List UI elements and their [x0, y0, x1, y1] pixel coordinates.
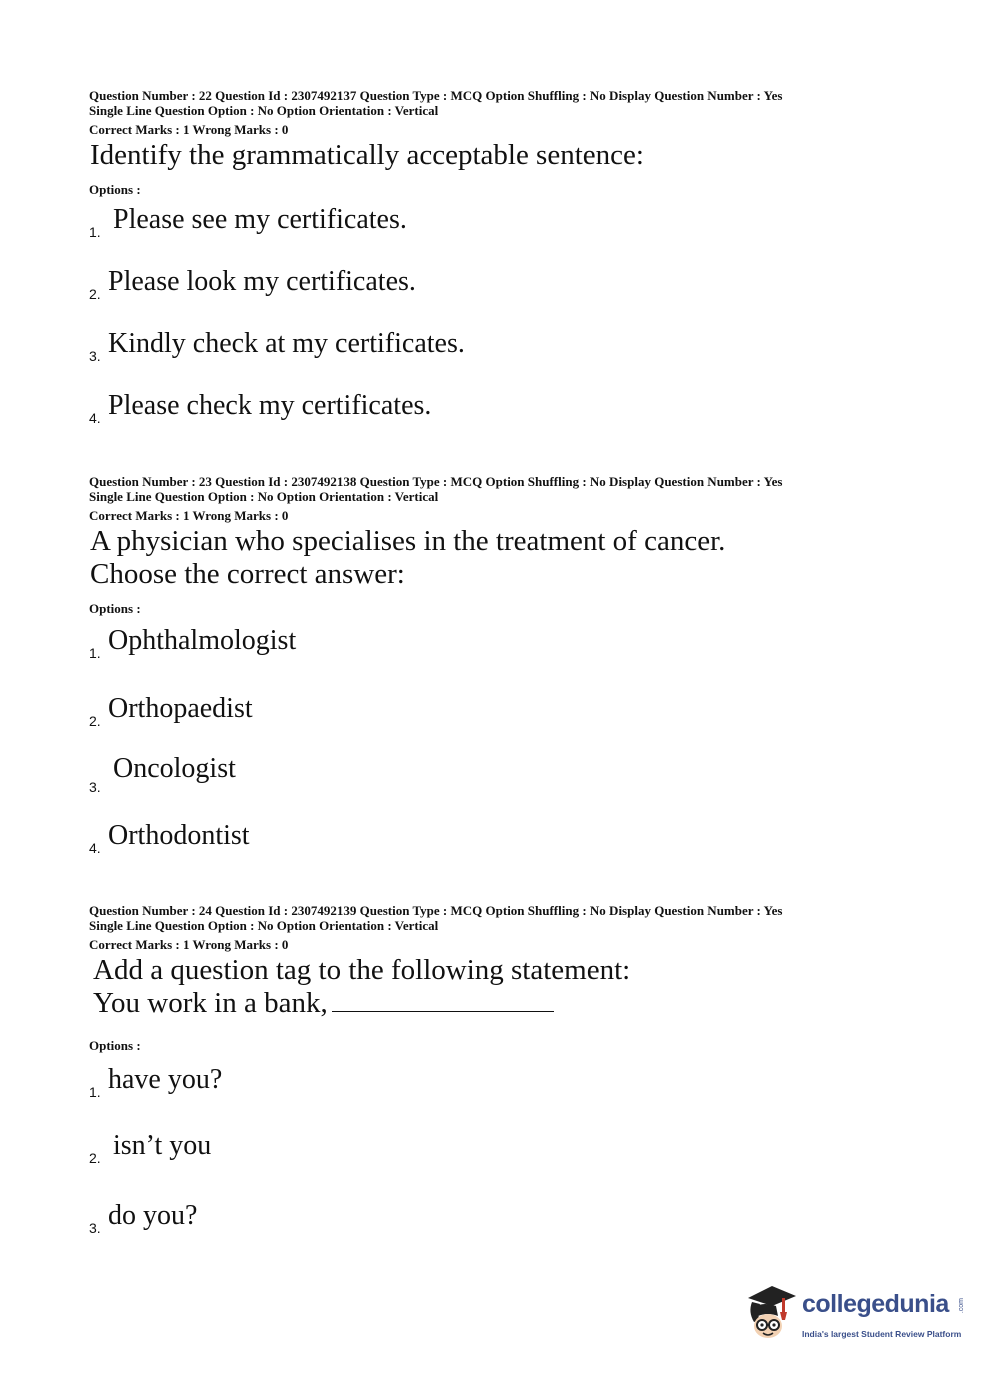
question-24 — [89, 904, 909, 1262]
option-1 — [89, 1064, 909, 1130]
question-meta — [89, 904, 909, 933]
brand-name: collegedunia — [802, 1290, 949, 1318]
option-text: isn’t you — [113, 1130, 212, 1161]
option-text: Ophthalmologist — [108, 625, 297, 656]
option-number: 1. — [89, 224, 101, 240]
mascot-logo-icon — [742, 1282, 798, 1342]
marks-line: Correct Marks : 1 Wrong Marks : 0 — [89, 937, 289, 952]
question-stem: Identify the grammatically acceptable sentence: — [90, 139, 644, 171]
stem-line-1: Add a question tag to the following statement: — [93, 954, 631, 986]
stem-line-2: Choose the correct answer: — [90, 558, 405, 590]
option-text: Please see my certificates. — [113, 204, 407, 235]
marks-line: Correct Marks : 1 Wrong Marks : 0 — [89, 508, 289, 523]
marks-line: Correct Marks : 1 Wrong Marks : 0 — [89, 122, 289, 137]
option-number: 3. — [89, 1220, 101, 1236]
option-text: Please check my certificates. — [108, 390, 432, 421]
option-4 — [89, 390, 909, 452]
option-number: 2. — [89, 713, 101, 729]
option-3 — [89, 753, 909, 820]
option-number: 1. — [89, 1084, 101, 1100]
meta-line-2: Single Line Question Option : No Option Orientation : Vertical — [89, 102, 439, 118]
options-label: Options : — [89, 601, 141, 616]
meta-line-2: Single Line Question Option : No Option Orientation : Vertical — [89, 488, 439, 504]
option-2 — [89, 266, 909, 328]
meta-line-1: Question Number : 24 Question Id : 2307492139 Question Type : MCQ Option Shuffling : No Display Question Number : Yes — [89, 903, 783, 918]
question-22 — [89, 89, 909, 452]
option-text: Please look my certificates. — [108, 266, 416, 297]
option-3 — [89, 328, 909, 390]
question-stem — [93, 954, 909, 1020]
option-number: 4. — [89, 410, 101, 426]
option-number: 3. — [89, 779, 101, 795]
option-3 — [89, 1200, 909, 1262]
meta-line-2: Single Line Question Option : No Option Orientation : Vertical — [89, 917, 439, 933]
collegedunia-logo — [742, 1282, 972, 1346]
option-text: Orthodontist — [108, 820, 250, 851]
option-1 — [89, 204, 909, 266]
meta-line-1: Question Number : 23 Question Id : 2307492138 Question Type : MCQ Option Shuffling : No Display Question Number : Yes — [89, 474, 783, 489]
option-number: 1. — [89, 645, 101, 661]
option-number: 3. — [89, 348, 101, 364]
option-4 — [89, 820, 909, 882]
option-text: do you? — [108, 1200, 198, 1231]
option-number: 2. — [89, 1150, 101, 1166]
option-text: Kindly check at my certificates. — [108, 328, 465, 359]
options-label: Options : — [89, 182, 141, 197]
option-1 — [89, 625, 909, 693]
stem-line-1: A physician who specialises in the treatment of cancer. — [90, 525, 726, 557]
option-text: Orthopaedist — [108, 693, 253, 724]
option-2 — [89, 1130, 909, 1200]
question-meta — [89, 475, 909, 504]
brand-domain: .com — [958, 1298, 965, 1314]
option-2 — [89, 693, 909, 753]
question-stem — [90, 525, 909, 591]
option-text: Oncologist — [113, 753, 236, 784]
question-23 — [89, 475, 909, 882]
question-meta — [89, 89, 909, 118]
brand-tagline: India's largest Student Review Platform — [802, 1329, 962, 1339]
meta-line-1: Question Number : 22 Question Id : 2307492137 Question Type : MCQ Option Shuffling : No Display Question Number : Yes — [89, 88, 783, 103]
stem-line-2 — [93, 987, 909, 1020]
option-number: 2. — [89, 286, 101, 302]
option-number: 4. — [89, 840, 101, 856]
options-label: Options : — [89, 1038, 141, 1053]
stem-line-2-text: You work in a bank, — [93, 987, 328, 1019]
option-text: have you? — [108, 1064, 223, 1095]
answer-blank — [332, 989, 554, 1012]
